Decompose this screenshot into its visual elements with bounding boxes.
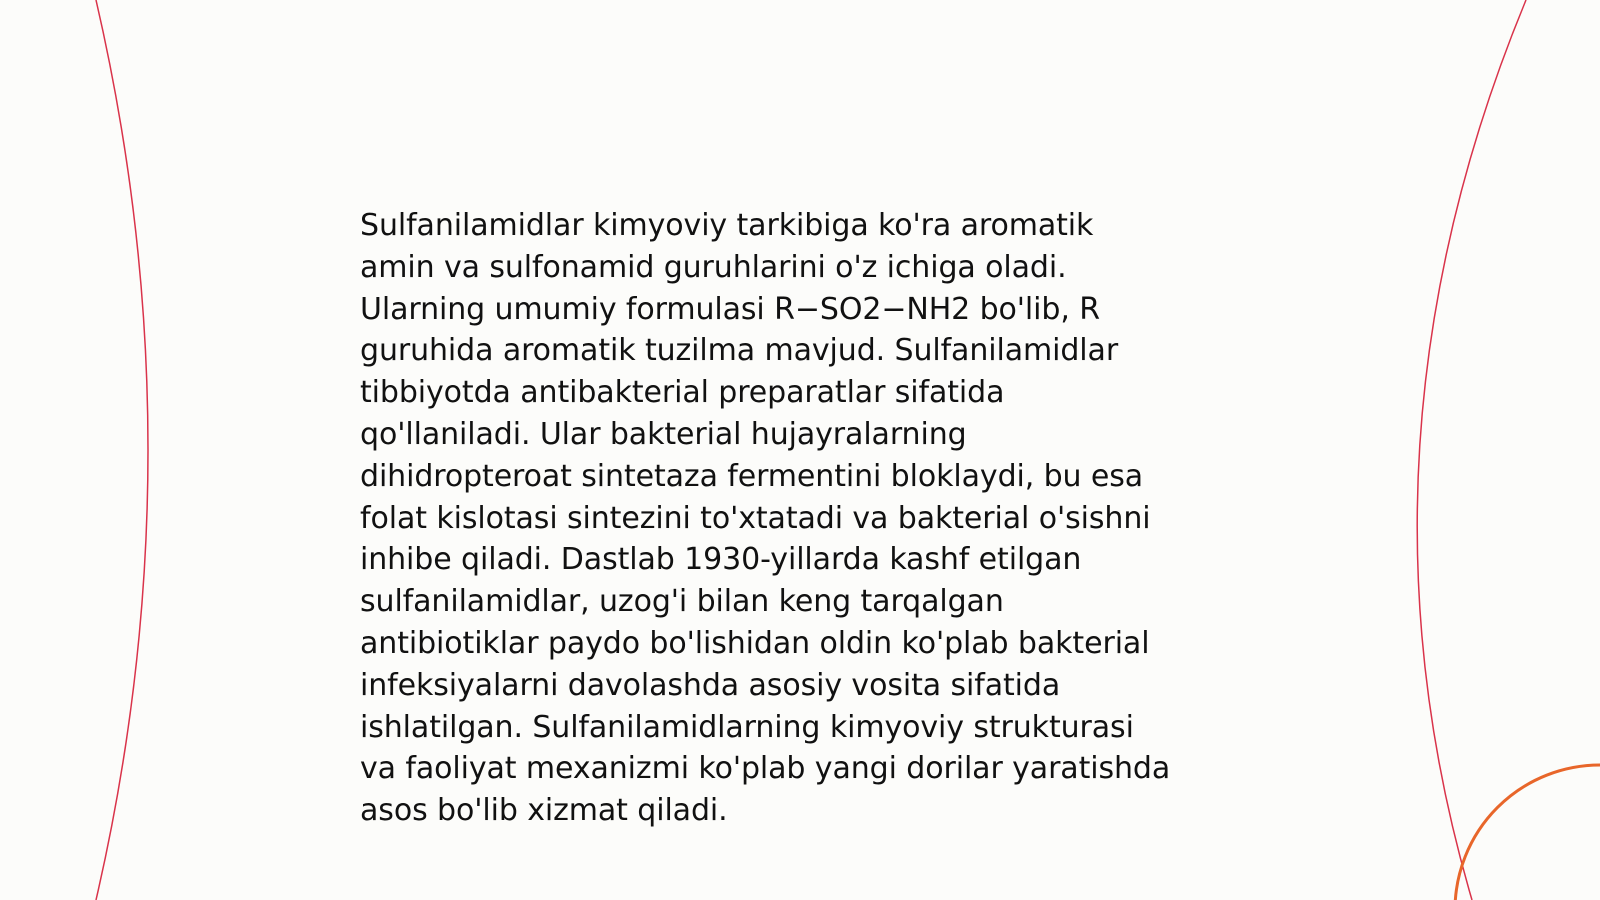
text-line: Sulfanilamidlar kimyoviy tarkibiga ko'ra aromatik [360, 208, 1094, 243]
text-line: folat kislotasi sintezini to'xtatadi va bakterial o'sishni [360, 500, 1151, 536]
text-line: amin va sulfonamid guruhlarini o'z ichiga oladi. [360, 249, 1067, 285]
text-line: antibiotiklar paydo bo'lishidan oldin ko'plab bakterial [360, 625, 1150, 661]
text-line: qo'llaniladi. Ular bakterial hujayralarning [360, 416, 967, 452]
text-line: sulfanilamidlar, uzog'i bilan keng tarqalgan [360, 584, 1004, 620]
right-curve [1417, 0, 1526, 900]
body-text [360, 205, 1240, 832]
text-line: dihidropteroat sintetaza fermentini bloklaydi, bu esa [360, 458, 1144, 494]
text-line: va faoliyat mexanizmi ko'plab yangi dorilar yaratishda [360, 751, 1171, 787]
text-line: infeksiyalarni davolashda asosiy vosita sifatida [360, 667, 1061, 703]
text-line: ishlatilgan. Sulfanilamidlarning kimyoviy strukturasi [360, 709, 1134, 745]
orange-circle-arc [1455, 765, 1600, 900]
text-line: tibbiyotda antibakterial preparatlar sifatida [360, 375, 1005, 411]
left-curve [96, 0, 148, 900]
text-line: guruhida aromatik tuzilma mavjud. Sulfanilamidlar [360, 333, 1119, 369]
text-line: Ularning umumiy formulasi R−SO2−NH2 bo'lib, R [360, 291, 1100, 327]
text-line: inhibe qiladi. Dastlab 1930-yillarda kashf etilgan [360, 542, 1082, 578]
text-line: asos bo'lib xizmat qiladi. [360, 793, 728, 829]
